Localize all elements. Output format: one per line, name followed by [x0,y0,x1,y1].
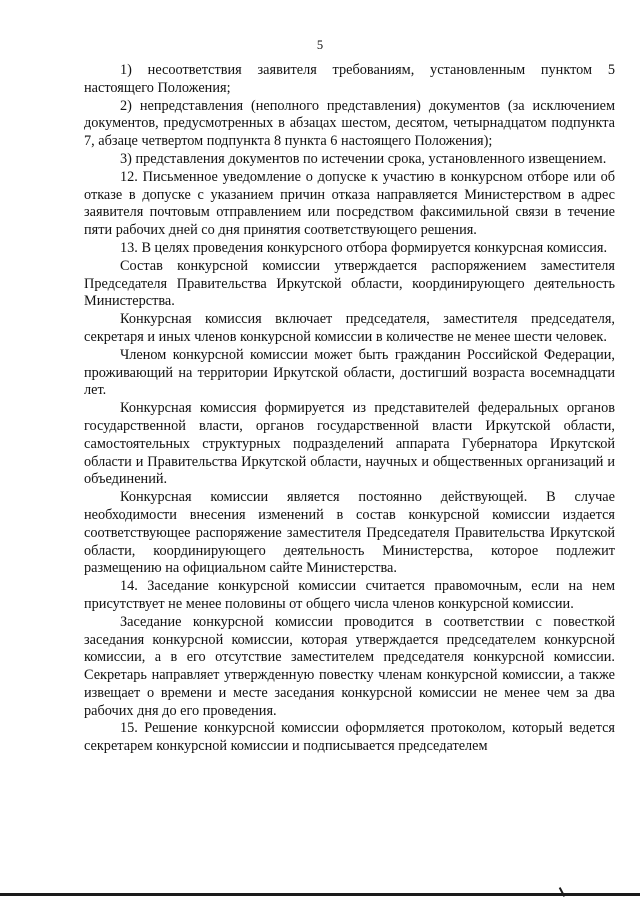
paragraph-item-11-2: 2) непредставления (неполного представления) документов (за исключением документов, предусмотренных в абзацах шестом, десятом, четырнадцатом подпункта 7, абзаце четвертом подпункта 8 пункта 6 настоящего Положения); [84,97,615,150]
paragraph-clause-14: 14. Заседание конкурсной комиссии считается правомочным, если на нем присутствует не менее половины от общего числа членов конкурсной комиссии. [84,578,615,612]
scan-edge-rule [0,893,640,896]
paragraph-commission-formation: Конкурсная комиссия формируется из представителей федеральных органов государственной власти, органов государственной власти Иркутской области, самостоятельных структурных подразделений аппарата Губернатора Иркутской области и Правительства Иркутской области, научных и общественных организаций и объединений. [84,400,615,488]
paragraph-member-eligibility: Членом конкурсной комиссии может быть гражданин Российской Федерации, проживающий на территории Иркутской области, достигший возраста восемнадцати лет. [84,346,615,399]
paragraph-item-11-1: 1) несоответствия заявителя требованиям, установленным пунктом 5 настоящего Положения; [84,62,615,96]
paragraph-clause-13: 13. В целях проведения конкурсного отбора формируется конкурсная комиссия. [120,239,608,256]
paragraph-clause-12: 12. Письменное уведомление о допуске к участию в конкурсном отборе или об отказе в допуске с указанием причин отказа направляется Министерством в адрес заявителя почтовым отправлением или посредством факсимильной связи в течение пяти рабочих дней со дня принятия соответствующего решения. [84,168,615,239]
paragraph-commission-composition: Состав конкурсной комиссии утверждается распоряжением заместителя Председателя Правительства Иркутской области, координирующего деятельность Министерства. [84,257,615,310]
paragraph-meeting-agenda: Заседание конкурсной комиссии проводится в соответствии с повесткой заседания конкурсной комиссии, которая утверждается председателем конкурсной комиссии, а в его отсутствие заместителем председателя конкурсной комиссии. Секретарь направляет утвержденную повестку членам конкурсной комиссии, а также извещает о времени и месте заседания конкурсной комиссии не менее чем за два рабочих дня до его проведения. [84,613,615,719]
paragraph-commission-permanent: Конкурсная комиссии является постоянно действующей. В случае необходимости внесения изменений в состав конкурсной комиссии издается соответствующее распоряжение заместителя Председателя Правительства Иркутской области, координирующего деятельность Министерства, которое подлежит размещению на официальном сайте Министерства. [84,489,615,577]
paragraph-clause-15: 15. Решение конкурсной комиссии оформляется протоколом, который ведется секретарем конкурсной комиссии и подписывается председателем [84,720,615,755]
paragraph-commission-members: Конкурсная комиссия включает председателя, заместителя председателя, секретаря и иных членов конкурсной комиссии в количестве не менее шести человек. [84,311,615,345]
page-number: 5 [316,38,324,52]
document-body [84,62,615,756]
paragraph-item-11-3: 3) представления документов по истечении срока, установленного извещением. [120,150,607,167]
